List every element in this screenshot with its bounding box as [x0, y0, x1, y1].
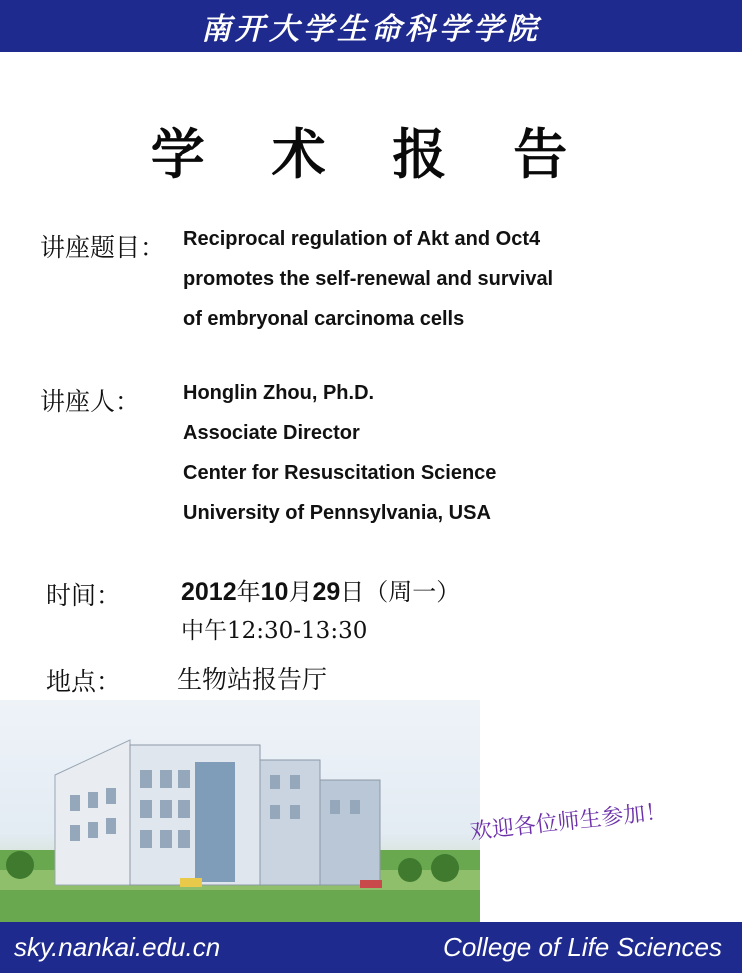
college-name: College of Life Sciences	[443, 932, 722, 962]
event-time: 中午12:30-13:30	[181, 618, 368, 644]
building-illustration	[0, 700, 480, 922]
topic-label: 讲座题目：	[40, 233, 166, 262]
topic-line: promotes the self-renewal and survival	[183, 268, 554, 290]
website-url[interactable]: sky.nankai.edu.cn	[14, 932, 221, 962]
welcome-message: 欢迎各位师生参加！	[468, 799, 669, 845]
speaker-position: Associate Director	[183, 422, 360, 444]
speaker-university: University of Pennsylvania, USA	[183, 502, 491, 524]
date-month: 10	[260, 578, 289, 606]
time-label: 时间：	[46, 581, 122, 610]
topic-line: of embryonal carcinoma cells	[183, 308, 465, 330]
date-weekday: （周一）	[364, 578, 461, 606]
event-date	[181, 572, 460, 607]
speaker-info	[183, 373, 496, 533]
poster-headline: 学 术 报 告	[150, 122, 592, 186]
topic-title	[183, 219, 553, 339]
speaker-name: Honglin Zhou, Ph.D.	[183, 382, 375, 404]
speaker-center: Center for Resuscitation Science	[183, 462, 497, 484]
building-icon	[0, 700, 480, 922]
date-day-char: 日	[340, 578, 365, 606]
topic-line: Reciprocal regulation of Akt and Oct4	[183, 228, 541, 250]
banner-title: 南开大学生命科学学院	[201, 12, 541, 47]
date-year: 2012	[181, 578, 237, 606]
date-year-char: 年	[236, 578, 261, 606]
date-month-char: 月	[288, 578, 313, 606]
date-day: 29	[312, 578, 341, 606]
place-label: 地点：	[46, 667, 122, 696]
event-venue: 生物站报告厅	[177, 665, 328, 694]
bottom-banner	[0, 922, 742, 973]
top-banner	[0, 0, 742, 52]
speaker-label: 讲座人：	[40, 387, 141, 416]
